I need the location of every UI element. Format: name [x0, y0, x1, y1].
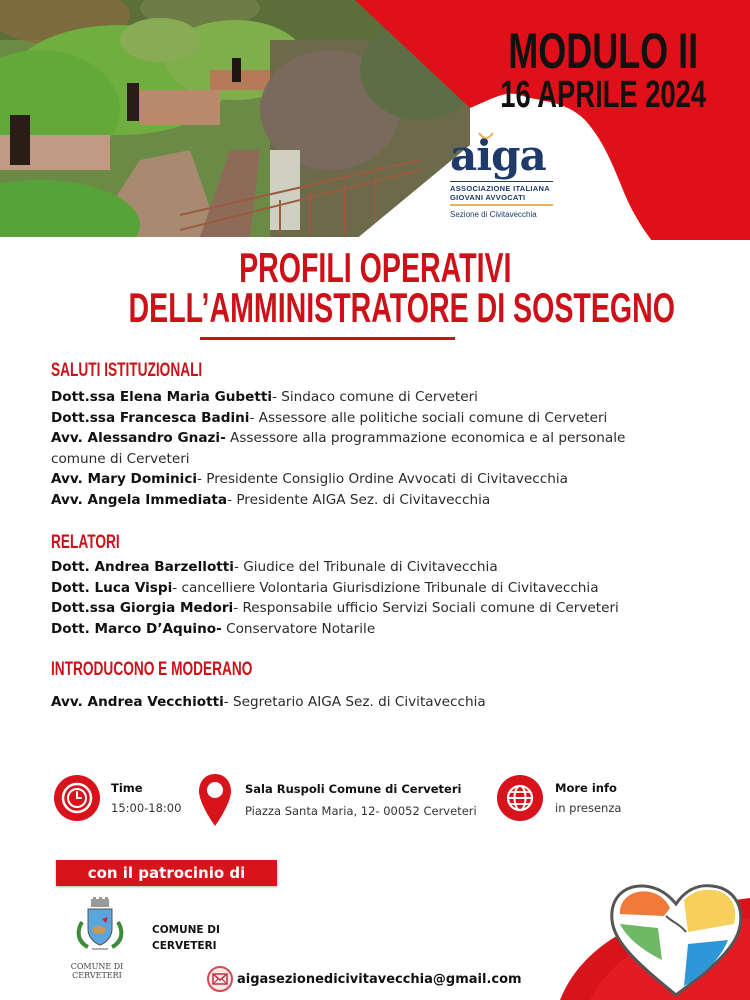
- comune-label: COMUNE DI CERVETERI: [152, 924, 220, 952]
- email-address[interactable]: aigasezionedicivitavecchia@gmail.com: [237, 971, 522, 987]
- logo-section: Sezione di Civitavecchia: [450, 210, 537, 219]
- more-info-value: in presenza: [555, 801, 622, 815]
- list-item: Dott. Andrea Barzellotti- Giudice del Tribunale di Civitavecchia: [51, 559, 498, 575]
- location-name: Sala Ruspoli Comune di Cerveteri: [245, 782, 462, 796]
- aiga-arc-icon: [478, 131, 494, 141]
- section-heading-saluti: SALUTI ISTITUZIONALI: [51, 360, 203, 381]
- crest-caption: COMUNE DI CERVETERI: [70, 962, 124, 980]
- logo-assoc-line2: GIOVANI AVVOCATI: [450, 193, 526, 202]
- time-value: 15:00-18:00: [111, 801, 182, 815]
- title-underline: [200, 337, 455, 340]
- location-address: Piazza Santa Maria, 12- 00052 Cerveteri: [245, 804, 477, 818]
- module-date-heading: [500, 23, 722, 116]
- time-label: Time: [111, 781, 143, 795]
- aiga-logo: [450, 131, 560, 219]
- list-item: Avv. Alessandro Gnazi- Assessore alla programmazione economica e al personale comune di Cerveteri: [51, 430, 626, 467]
- hero-banner: [0, 0, 750, 240]
- heart-hands-logo-icon: [606, 880, 746, 1000]
- contact-email[interactable]: [207, 966, 522, 992]
- list-item: Dott.ssa Elena Maria Gubetti- Sindaco comune di Cerveteri: [51, 389, 478, 405]
- module-label: MODULO II: [508, 23, 699, 79]
- event-date: 16 APRILE 2024: [500, 74, 707, 116]
- list-item: Avv. Mary Dominici- Presidente Consiglio Ordine Avvocati di Civitavecchia: [51, 471, 568, 488]
- list-item: Dott. Luca Vispi- cancelliere Volontaria Giurisdizione Tribunale di Civitavecchia: [51, 579, 599, 596]
- logo-gold-divider: [450, 204, 553, 206]
- info-location: [197, 772, 477, 828]
- title-line1: PROFILI OPERATIVI: [238, 244, 512, 291]
- title-line2: DELL’AMMINISTRATORE DI SOSTEGNO: [128, 284, 675, 331]
- mail-icon: [207, 966, 233, 992]
- info-more: [497, 775, 621, 821]
- saluti-list: [51, 387, 701, 511]
- aiga-wordmark: aiga: [450, 131, 546, 180]
- section-heading-moderano: INTRODUCONO E MODERANO: [51, 659, 253, 680]
- logo-divider: [450, 181, 553, 182]
- list-item: Avv. Angela Immediata- Presidente AIGA Sez. di Civitavecchia: [51, 491, 491, 508]
- list-item: Dott.ssa Giorgia Medori- Responsabile ufficio Servizi Sociali comune di Cerveteri: [51, 600, 619, 617]
- more-info-label: More info: [555, 781, 617, 795]
- section-heading-relatori: RELATORI: [51, 532, 120, 553]
- patronage-banner: con il patrocinio di: [56, 860, 277, 886]
- moderano-list: [51, 692, 701, 713]
- clock-icon: [54, 775, 100, 821]
- globe-icon: [497, 775, 543, 821]
- relatori-list: [51, 557, 701, 639]
- logo-assoc-line1: ASSOCIAZIONE ITALIANA: [450, 184, 550, 193]
- list-item: Dott. Marco D’Aquino- Conservatore Notarile: [51, 620, 376, 637]
- map-pin-icon: [197, 772, 233, 828]
- page-title: [0, 244, 750, 331]
- list-item: Avv. Andrea Vecchiotti- Segretario AIGA Sez. di Civitavecchia: [51, 694, 486, 710]
- list-item: Dott.ssa Francesca Badini- Assessore alle politiche sociali comune di Cerveteri: [51, 409, 608, 426]
- info-time: [54, 775, 181, 821]
